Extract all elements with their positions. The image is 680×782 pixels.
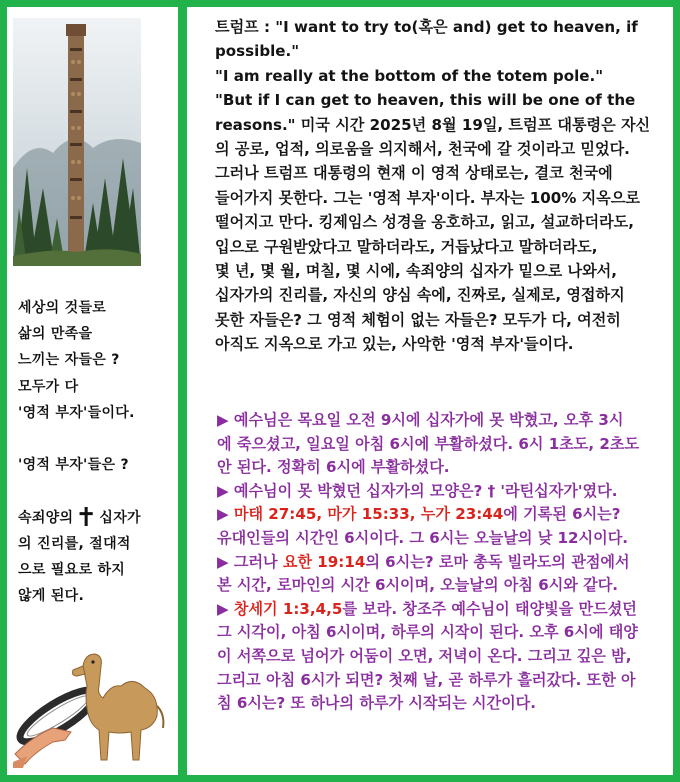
text-line: 그러나 트럼프 대통령의 현재 이 영적 상태로는, 결코 천국에	[215, 164, 613, 183]
camel-needle-image	[13, 636, 168, 771]
text-line-mixed	[217, 598, 673, 622]
text-line: 이 서쪽으로 넘어가 어둠이 오면, 저녁이 온다. 그리고 깊은 밤,	[217, 646, 632, 665]
text-line: 안 된다. 정확히 6시에 부활하셨다.	[217, 458, 450, 477]
text-line: 몇 년, 몇 월, 며칠, 몇 시에, 속죄양의 십자가 밑으로 나와서,	[215, 262, 617, 281]
text-line: reasons." 미국 시간 2025년 8월 19일, 트럼프 대통령은 자신	[215, 115, 651, 134]
cross-line	[18, 502, 178, 533]
text-line: 트럼프 : "I want to try to(혹은 and) get to heaven, if	[215, 18, 638, 36]
text-line: possible."	[215, 42, 300, 61]
text-line: 본 시간, 로마인의 시간 6시이며, 오늘날의 아침 6시와 같다.	[217, 576, 619, 595]
text-line: 아직도 지옥으로 가고 있는, 사악한 '영적 부자'들이다.	[215, 335, 574, 354]
text-line: 그 시각이, 아침 6시이며, 하루의 시작이 된다. 오후 6시에 태양	[217, 623, 638, 642]
text-line-mixed	[217, 551, 673, 575]
text-part: 에 기록된 6시는?	[503, 505, 621, 524]
cross-pre: 속죄양의	[18, 509, 74, 526]
left-line: 으로 필요로 하지	[18, 562, 126, 579]
paragraph-trump	[215, 15, 675, 357]
text-line: ▶ 예수님은 목요일 오전 9시에 십자가에 못 박혔고, 오후 3시	[217, 411, 624, 429]
paragraph-resurrection	[217, 409, 673, 716]
text-part: 의 6시는? 로마 총독 빌라도의 관점에서	[365, 552, 630, 571]
text-line: ▶ 예수님이 못 박혔던 십자가의 모양은? † '라틴십자가'였다.	[217, 481, 618, 500]
text-line: 입으로 구원받았다고 말하더라도, 거듭났다고 말하더라도,	[215, 237, 598, 256]
text-line: 의 공로, 업적, 의로움을 의지해서, 천국에 갈 것이라고 믿었다.	[215, 140, 630, 159]
cross-icon: ✝	[75, 502, 98, 533]
left-line: 의 진리를, 절대적	[18, 535, 131, 552]
bible-reference: 요한 19:14	[282, 552, 366, 571]
main-content	[187, 7, 673, 775]
bible-reference: 마태 27:45, 마가 15:33, 누가 23:44	[233, 505, 504, 524]
text-part: ▶	[217, 599, 234, 618]
left-line-blank	[18, 426, 178, 452]
text-line: 십자가의 진리를, 자신의 양심 속에, 진짜로, 실제로, 영접하지	[215, 286, 625, 305]
left-line: 삶의 만족을	[18, 326, 93, 343]
totem-pole-image	[13, 18, 141, 266]
left-line: '영적 부자'들은 ?	[18, 457, 129, 474]
cross-post: 십자가	[99, 509, 141, 526]
text-line: 유대인들의 시간인 6시이다. 그 6시는 오늘날의 낮 12시이다.	[217, 528, 629, 547]
left-sidebar	[7, 7, 178, 775]
text-line: "But if I can get to heaven, this will be one of the	[215, 91, 636, 110]
text-line: 떨어지고 만다. 킹제임스 성경을 옹호하고, 읽고, 설교하더라도,	[215, 213, 634, 232]
text-line-mixed	[217, 503, 673, 527]
text-part: ▶ 그러나	[217, 552, 283, 571]
text-line: 들어가지 못한다. 그는 '영적 부자'이다. 부자는 100% 지옥으로	[215, 188, 640, 207]
left-line: 느끼는 자들은 ?	[18, 352, 120, 369]
left-line: '영적 부자'들이다.	[18, 404, 135, 421]
left-caption	[18, 295, 178, 609]
left-line-blank	[18, 478, 178, 504]
left-line: 모두가 다	[18, 378, 79, 395]
text-line: 그리고 아침 6시가 되면? 첫째 날, 곧 하루가 흘러갔다. 또한 아	[217, 670, 636, 689]
bible-reference: 창세기 1:3,4,5	[233, 599, 343, 618]
left-line: 세상의 것들로	[18, 300, 107, 316]
column-divider	[178, 0, 187, 782]
text-line: 에 죽으셨고, 일요일 아침 6시에 부활하셨다. 6시 1초도, 2초도	[217, 434, 640, 453]
text-line: 침 6시는? 또 하나의 하루가 시작되는 시간이다.	[217, 694, 536, 713]
left-line: 않게 된다.	[18, 588, 85, 605]
text-part: ▶	[217, 505, 234, 524]
text-part: 를 보라. 창조주 예수님이 태양빛을 만드셨던	[342, 599, 637, 618]
text-line: "I am really at the bottom of the totem pole."	[215, 66, 604, 85]
text-line: 못한 자들은? 그 영적 체험이 없는 자들은? 모두가 다, 여전히	[215, 310, 621, 329]
